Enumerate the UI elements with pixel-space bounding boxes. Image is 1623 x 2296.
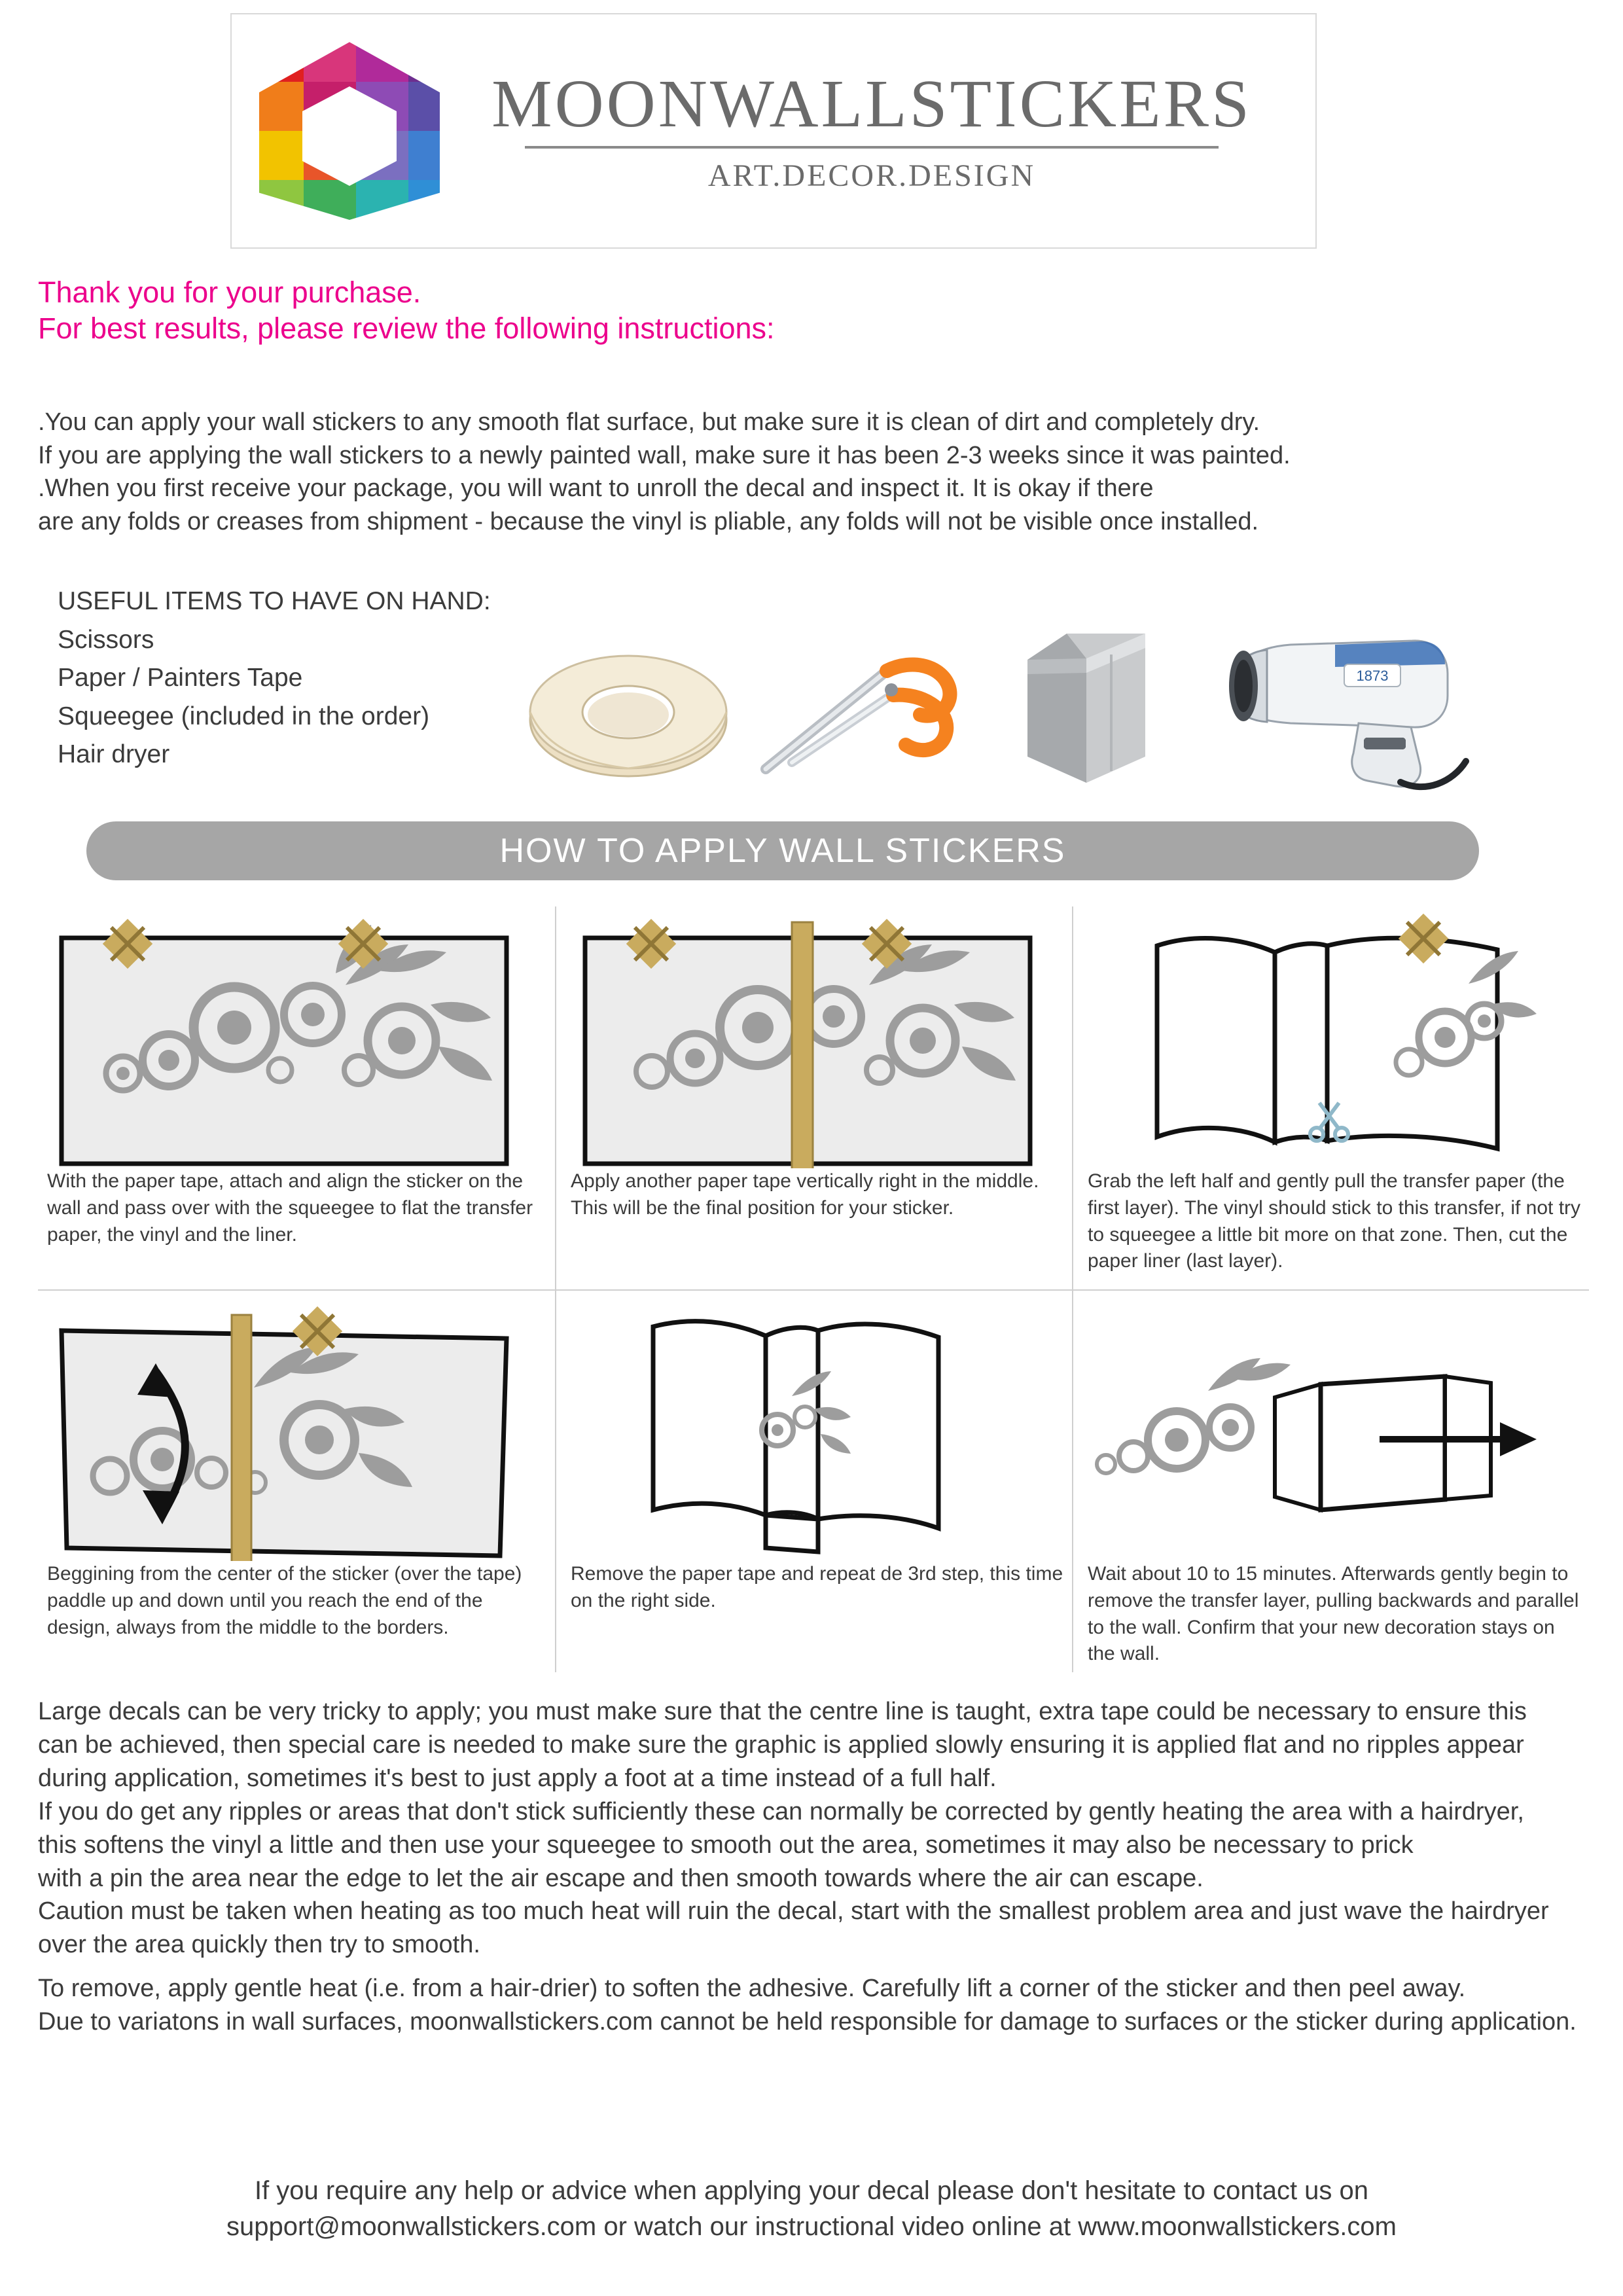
body-line-3: .When you first receive your package, you will want to unroll the decal and inspect it. It is okay if there xyxy=(38,475,1154,503)
brand-name: MOONWALLSTICKERS xyxy=(491,65,1252,141)
note-line-7: Caution must be taken when heating as too much heat will ruin the decal, start with the smallest problem area and just wave the hairdryer xyxy=(38,1897,1549,1926)
vertical-tape xyxy=(232,1315,251,1561)
note-line-6: with a pin the area near the edge to let the air escape and then smooth towards where the air can escape. xyxy=(38,1864,1204,1892)
note-line-10: Due to variatons in wall surfaces, moonwallstickers.com cannot be held responsible for damage to surfaces or the sticker during application. xyxy=(38,2008,1577,2036)
step-5-cell xyxy=(562,1299,1079,1615)
note-line-5: this softens the vinyl a little and then use your squeegee to smooth out the area, sometimes it may also be necessary to prick xyxy=(38,1831,1414,1859)
logo-wrap xyxy=(232,23,467,239)
vertical-tape xyxy=(792,922,813,1168)
note-line-4: If you do get any ripples or areas that don't stick sufficiently these can normally be corrected by gently heating the area with a hairdryer, xyxy=(38,1797,1524,1825)
pull-arrow-head xyxy=(1500,1422,1537,1456)
step-1-figure xyxy=(38,906,535,1168)
step-5-illustration xyxy=(562,1299,1079,1561)
step-6-caption: Wait about 10 to 15 minutes. Afterwards gently begin to remove the transfer layer, pulling backwards and parallel to the wall. Confirm that your new decoration stays on the wall. xyxy=(1088,1563,1579,1665)
useful-items-block xyxy=(58,583,555,774)
body-line-2: If you are applying the wall stickers to a newly painted wall, make sure it has been 2-3 weeks since it was painted. xyxy=(38,441,1291,469)
banner-label: HOW TO APPLY WALL STICKERS xyxy=(499,832,1066,870)
notes-spacer xyxy=(38,1962,1596,1972)
svg-text:1873: 1873 xyxy=(1356,668,1389,684)
step-2-figure xyxy=(562,906,1059,1168)
useful-item-tape: Paper / Painters Tape xyxy=(58,664,303,692)
intro-line-2: For best results, please review the following instructions: xyxy=(38,311,775,345)
step-3-cell xyxy=(1079,906,1596,1275)
step-3-figure xyxy=(1079,906,1576,1168)
step-6-illustration xyxy=(1079,1299,1596,1561)
note-line-8: over the area quickly then try to smooth. xyxy=(38,1931,480,1959)
step-1-caption: With the paper tape, attach and align the sticker on the wall and pass over with the squeegee to flat the transfer paper, the vinyl and the liner. xyxy=(47,1170,533,1246)
step-2-cell xyxy=(562,906,1079,1222)
contact-block xyxy=(0,2173,1623,2245)
note-line-2: can be achieved, then special care is needed to make sure the graphic is applied slowly ensuring it is applied flat and no ripples appear xyxy=(38,1731,1524,1759)
brand-wrap xyxy=(467,65,1315,194)
useful-item-squeegee: Squeegee (included in the order) xyxy=(58,702,430,730)
step-3-caption: Grab the left half and gently pull the transfer paper (the first layer). The vinyl should stick to this transfer, if not try to squeegee a little bit more on that zone. Then, cut the paper liner (last layer). xyxy=(1088,1170,1581,1272)
scissors-icon xyxy=(746,622,982,792)
step-4-caption: Beggining from the center of the sticker (over the tape) paddle up and down until you reach the end of the design, always from the middle to the borders. xyxy=(47,1563,522,1638)
useful-item-scissors: Scissors xyxy=(58,625,154,654)
note-line-9: To remove, apply gentle heat (i.e. from a hair-drier) to soften the adhesive. Carefully lift a corner of the sticker and then peel away. xyxy=(38,1975,1466,2003)
brand-tagline: ART.DECOR.DESIGN xyxy=(707,158,1036,194)
step-4-figure xyxy=(38,1299,535,1561)
moonwallstickers-logo-icon xyxy=(245,33,454,229)
step-2-illustration xyxy=(562,906,1079,1168)
step-2-caption: Apply another paper tape vertically right in the middle. This will be the final position for your sticker. xyxy=(571,1170,1039,1219)
useful-items-title: USEFUL ITEMS TO HAVE ON HAND: xyxy=(58,587,491,615)
hair-dryer-icon xyxy=(1204,625,1479,795)
note-line-1: Large decals can be very tricky to apply; you must make sure that the centre line is taught, extra tape could be necessary to ensure this xyxy=(38,1698,1527,1725)
intro-line-1: Thank you for your purchase. xyxy=(38,276,421,309)
steps-grid xyxy=(38,906,1589,1682)
step-6-figure xyxy=(1079,1299,1576,1561)
step-1-illustration xyxy=(38,906,555,1168)
grid-divider-h1 xyxy=(38,1289,1589,1291)
note-line-3: during application, sometimes it's best to just apply a foot at a time instead of a full half. xyxy=(38,1764,997,1792)
body-line-1: .You can apply your wall stickers to any smooth flat surface, but make sure it is clean of dirt and completely dry. xyxy=(38,408,1260,436)
step-5-caption: Remove the paper tape and repeat de 3rd step, this time on the right side. xyxy=(571,1563,1063,1611)
squeegee-icon xyxy=(1014,628,1178,792)
brand-divider xyxy=(525,146,1219,149)
step-3-illustration xyxy=(1079,906,1596,1168)
step-4-cell xyxy=(38,1299,555,1641)
body-block xyxy=(38,406,1596,538)
notes-block xyxy=(38,1695,1596,2039)
step-4-illustration xyxy=(38,1299,555,1561)
useful-item-hairdryer: Hair dryer xyxy=(58,740,170,768)
header-panel xyxy=(230,13,1317,249)
contact-line-2: support@moonwallstickers.com or watch our instructional video online at www.moonwallstickers.com xyxy=(226,2212,1397,2242)
step-1-cell xyxy=(38,906,555,1248)
tool-illustrations xyxy=(497,609,1518,798)
intro-block xyxy=(38,275,1589,347)
step-5-figure xyxy=(562,1299,1059,1561)
step-6-cell xyxy=(1079,1299,1596,1668)
contact-line-1: If you require any help or advice when applying your decal please don't hesitate to contact us on xyxy=(254,2176,1369,2205)
masking-tape-roll-icon xyxy=(524,641,733,785)
how-to-apply-banner xyxy=(86,821,1479,880)
body-line-4: are any folds or creases from shipment - because the vinyl is pliable, any folds will not be visible once installed. xyxy=(38,507,1259,535)
